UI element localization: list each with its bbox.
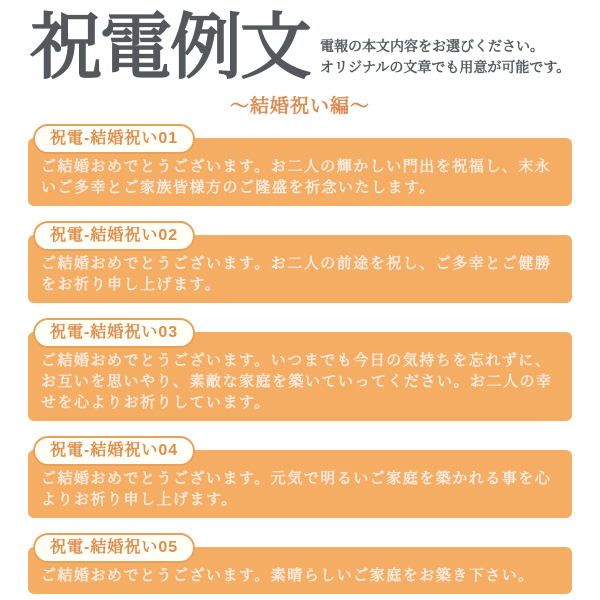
telegram-example-section <box>28 533 572 594</box>
page-title: 祝電例文 <box>30 8 311 88</box>
page-description-line-2: オリジナルの文章でも用意が可能です。 <box>320 59 571 76</box>
telegram-example-section <box>28 221 572 303</box>
telegram-example-section <box>28 124 572 206</box>
page-description-line-1: 電報の本文内容をお選びください。 <box>320 37 545 54</box>
section-label-badge: 祝電-結婚祝い04 <box>33 436 195 466</box>
section-label-badge: 祝電-結婚祝い02 <box>33 221 195 251</box>
section-subtitle: 〜結婚祝い編〜 <box>229 96 370 117</box>
section-label-badge: 祝電-結婚祝い05 <box>33 533 195 563</box>
section-body-text: ご結婚おめでとうございます。素晴らしいご家庭をお築き下さい。 <box>28 547 572 594</box>
section-label-badge: 祝電-結婚祝い03 <box>33 318 195 348</box>
section-body-text: ご結婚おめでとうございます。お二人の前途を祝し、ご多幸とご健勝をお祈り申し上げます。 <box>28 235 572 303</box>
telegram-example-section <box>28 318 572 421</box>
page-header <box>0 0 600 88</box>
section-body-text: ご結婚おめでとうございます。元気で明るいご家庭を築かれる事を心よりお祈り申し上げます。 <box>28 450 572 518</box>
section-body-text: ご結婚おめでとうございます。いつまでも今日の気持ちを忘れずに、お互いを思いやり、素敵な家庭を築いていってください。お二人の幸せを心よりお祈りしています。 <box>28 332 572 421</box>
section-body-text: ご結婚おめでとうございます。お二人の輝かしい門出を祝福し、末永いご多幸とご家族皆様方のご隆盛を祈念いたします。 <box>28 138 572 206</box>
section-label-badge: 祝電-結婚祝い01 <box>33 124 195 154</box>
telegram-example-section <box>28 436 572 518</box>
page-description <box>320 36 570 84</box>
telegram-example-list <box>0 124 600 594</box>
